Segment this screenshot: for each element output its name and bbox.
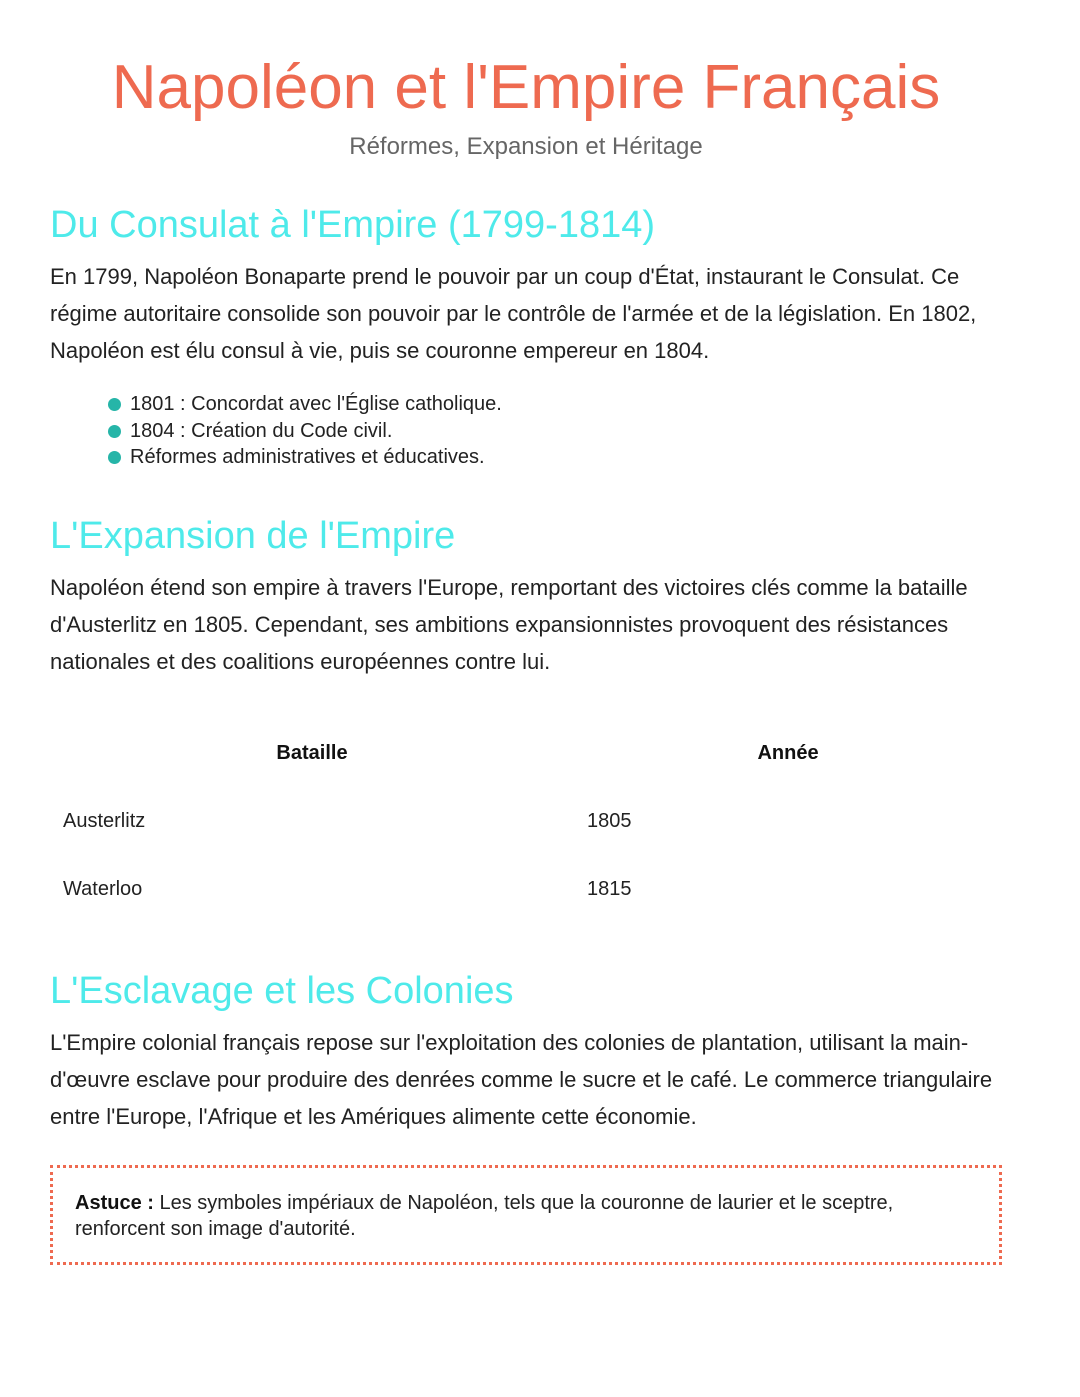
- tip-text: Les symboles impériaux de Napoléon, tels que la couronne de laurier et le sceptre, renforcent son image d'autorité.: [75, 1191, 894, 1240]
- bullet-dot-icon: [108, 425, 121, 438]
- table-row: [50, 788, 1002, 856]
- section-heading: L'Esclavage et les Colonies: [50, 969, 514, 1012]
- bullet-dot-icon: [108, 451, 121, 464]
- section-expansion: [50, 511, 1002, 924]
- document-page: [50, 0, 1002, 1265]
- table-cell: 1815: [587, 878, 632, 900]
- section-paragraph: Napoléon étend son empire à travers l'Europe, remportant des victoires clés comme la bataille d'Austerlitz en 1805. Cependant, ses ambitions expansionnistes provoquent des résistances nationales et des coalitions européennes contre lui.: [50, 574, 968, 674]
- battles-table: [50, 720, 1002, 924]
- section-colonies: [50, 966, 1002, 1135]
- section-heading: L'Expansion de l'Empire: [50, 514, 456, 557]
- page-subtitle: Réformes, Expansion et Héritage: [349, 133, 703, 160]
- column-header-bataille: Bataille: [276, 742, 348, 764]
- section-paragraph: L'Empire colonial français repose sur l'exploitation des colonies de plantation, utilisant la main-d'œuvre esclave pour produire des denrées comme le sucre et le café. Le commerce triangulaire entre l'Europe, l'Afrique et les Amériques alimente cette économie.: [50, 1029, 993, 1129]
- list-item-text: 1801 : Concordat avec l'Église catholique.: [130, 393, 502, 415]
- list-item-text: Réformes administratives et éducatives.: [130, 446, 485, 468]
- table-cell: Austerlitz: [63, 810, 146, 832]
- column-header-annee: Année: [757, 742, 819, 764]
- section-paragraph: En 1799, Napoléon Bonaparte prend le pouvoir par un coup d'État, instaurant le Consulat. Ce régime autoritaire consolide son pouvoir par le contrôle de l'armée et de la législation. En 1802, Napoléon est élu consul à vie, puis se couronne empereur en 1804.: [50, 264, 977, 363]
- table-header-row: [50, 720, 1002, 788]
- list-item: [108, 444, 1002, 471]
- page-title: Napoléon et l'Empire Français: [111, 53, 941, 122]
- list-item-text: 1804 : Création du Code civil.: [130, 419, 393, 442]
- table-cell: 1805: [587, 810, 632, 832]
- section-heading: Du Consulat à l'Empire (1799-1814): [50, 204, 656, 246]
- bullet-list: [50, 391, 1002, 471]
- list-item: [108, 418, 1002, 445]
- tip-box: [50, 1165, 1002, 1265]
- section-consulat: [50, 200, 1002, 471]
- list-item: [108, 391, 1002, 418]
- tip-label: Astuce :: [75, 1191, 154, 1214]
- table-cell: Waterloo: [63, 878, 143, 900]
- table-row: [50, 856, 1002, 924]
- bullet-dot-icon: [108, 398, 121, 411]
